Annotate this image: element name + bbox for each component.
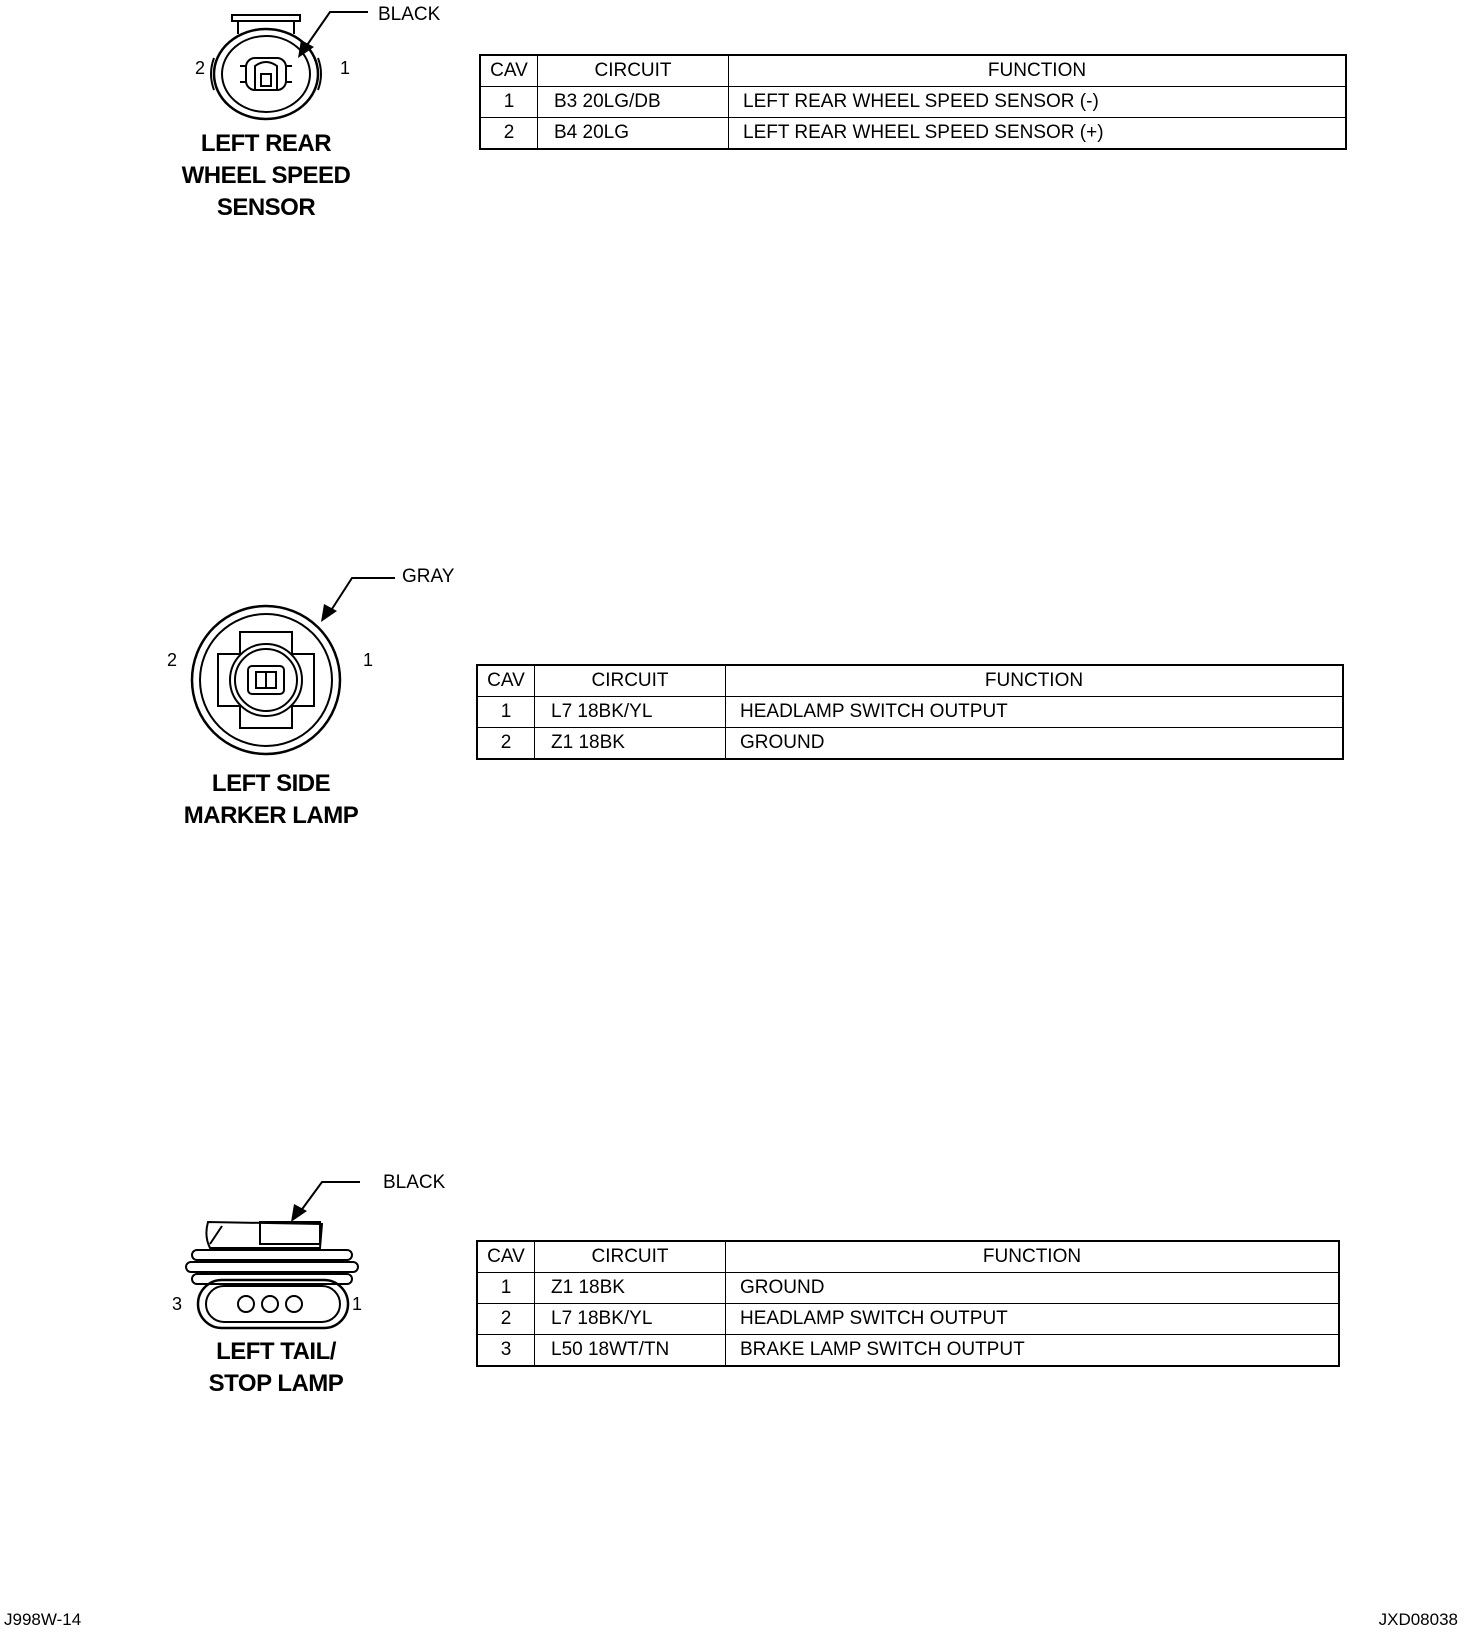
figure-id-left: J998W-14 [4,1610,82,1629]
table-header-row [477,1241,1339,1273]
connector-title-line: LEFT REAR [200,130,332,157]
function-column-header: FUNCTION [729,55,1347,87]
table-row [477,1304,1339,1335]
function-cell: LEFT REAR WHEEL SPEED SENSOR (-) [729,87,1347,118]
function-cell: GROUND [726,728,1344,760]
pinout-table [476,1240,1340,1367]
color-leader-line [330,578,395,612]
circuit-cell: L7 18BK/YL [535,697,726,728]
table-row [477,728,1343,760]
table-row [480,118,1346,150]
table-row [477,1335,1339,1367]
cav-column-header: CAV [477,665,535,697]
table-header-row [480,55,1346,87]
connector-title [141,768,401,832]
pin-number-left: 2 [195,58,206,78]
cav-cell: 3 [477,1335,535,1367]
cav-cell: 2 [477,728,535,760]
pin-number-left: 2 [167,650,178,670]
pinout-table [476,664,1344,760]
table-header-row [477,665,1343,697]
circuit-cell: B3 20LG/DB [538,87,729,118]
connector-color-label: GRAY [402,566,455,587]
color-leader-line [305,12,368,48]
pin-number-right: 1 [340,58,351,78]
connector-title [146,1336,406,1400]
tail-stop-lamp-connector-drawing [180,1170,380,1350]
pin-number-right: 1 [363,650,374,670]
color-leader-line [300,1182,360,1212]
function-cell: GROUND [726,1273,1340,1304]
table-row [477,697,1343,728]
circuit-column-header: CIRCUIT [535,665,726,697]
table-row [480,87,1346,118]
cav-cell: 1 [477,697,535,728]
cav-cell: 2 [477,1304,535,1335]
circuit-cell: B4 20LG [538,118,729,150]
cav-cell: 2 [480,118,538,150]
cav-column-header: CAV [477,1241,535,1273]
connector-title-line: STOP LAMP [208,1370,344,1397]
connector-title-line: LEFT TAIL/ [216,1338,336,1365]
connector-title-line: SENSOR [216,194,316,221]
circuit-cell: L50 18WT/TN [535,1335,726,1367]
pin-number-left: 3 [172,1294,183,1314]
function-cell: BRAKE LAMP SWITCH OUTPUT [726,1335,1340,1367]
figure-id-right: JXD08038 [1378,1610,1458,1629]
circuit-cell: Z1 18BK [535,1273,726,1304]
function-column-header: FUNCTION [726,1241,1340,1273]
side-marker-lamp-connector-drawing [180,570,420,770]
function-column-header: FUNCTION [726,665,1344,697]
circuit-column-header: CIRCUIT [538,55,729,87]
circuit-cell: Z1 18BK [535,728,726,760]
circuit-cell: L7 18BK/YL [535,1304,726,1335]
cav-cell: 1 [477,1273,535,1304]
connector-title [136,128,396,224]
pinout-table [479,54,1347,150]
connector-title-line: WHEEL SPEED [181,162,351,189]
function-cell: HEADLAMP SWITCH OUTPUT [726,1304,1340,1335]
pin-number-right: 1 [352,1294,363,1314]
wheel-speed-sensor-connector-drawing [200,0,400,140]
connector-color-label: BLACK [378,4,441,25]
connector-title-line: LEFT SIDE [211,770,331,797]
function-cell: HEADLAMP SWITCH OUTPUT [726,697,1344,728]
function-cell: LEFT REAR WHEEL SPEED SENSOR (+) [729,118,1347,150]
circuit-column-header: CIRCUIT [535,1241,726,1273]
cav-column-header: CAV [480,55,538,87]
cav-cell: 1 [480,87,538,118]
connector-color-label: BLACK [383,1172,446,1193]
connector-title-line: MARKER LAMP [183,802,359,829]
table-row [477,1273,1339,1304]
